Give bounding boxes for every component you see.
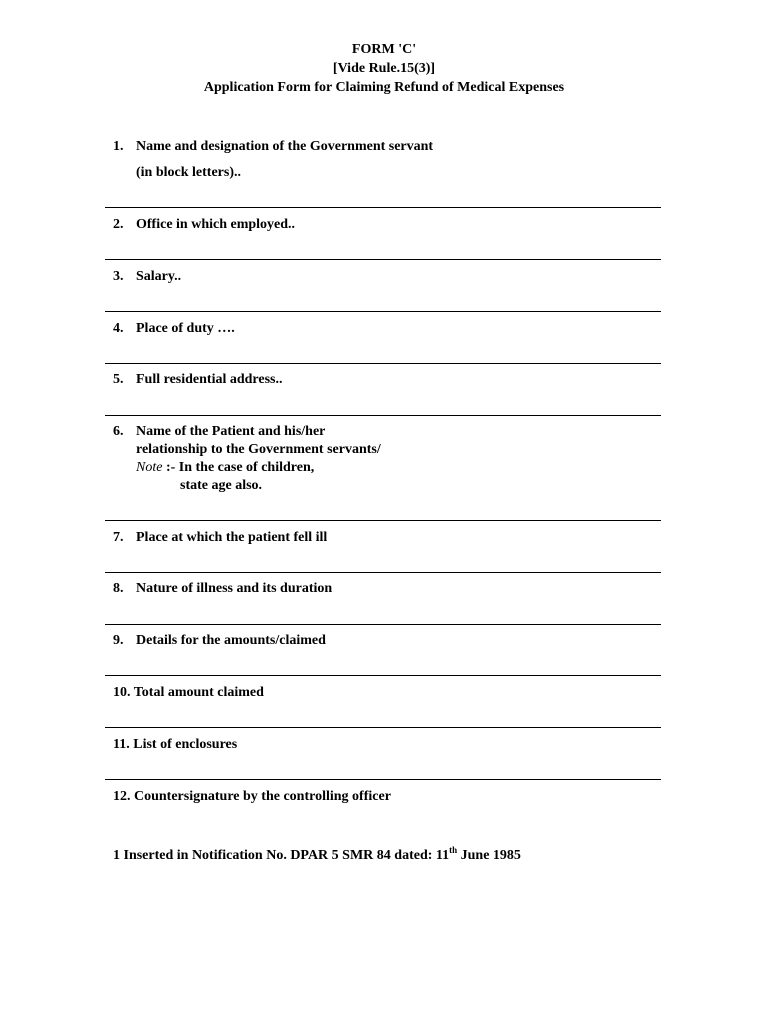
item-number: 7. (113, 530, 124, 545)
item-label: Office in which employed.. (136, 217, 296, 232)
answer-line-6 (105, 520, 661, 521)
item-number: 3. (113, 269, 124, 284)
item-label-line-2: relationship to the Government servants/ (136, 442, 381, 457)
item-number: 9. (113, 633, 124, 648)
answer-line-3 (105, 311, 661, 312)
item-number: 1. (113, 139, 124, 154)
item-number: 12. (113, 789, 131, 804)
item-label: Details for the amounts/claimed (136, 633, 326, 648)
item-label: List of enclosures (133, 737, 238, 752)
item-label: Salary.. (136, 269, 182, 284)
form-item-5 (113, 371, 283, 389)
answer-line-2 (105, 259, 661, 260)
form-item-3 (113, 268, 181, 286)
item-label: Full residential address.. (136, 372, 283, 387)
item-number: 2. (113, 217, 124, 232)
item-number: 6. (113, 424, 124, 439)
answer-line-5 (105, 415, 661, 416)
item-label: Total amount claimed (133, 685, 264, 700)
form-item-1 (113, 138, 433, 182)
answer-line-7 (105, 572, 661, 573)
item-number: 11. (113, 737, 130, 752)
form-header (0, 40, 768, 97)
form-subtitle: Application Form for Claiming Refund of Medical Expenses (203, 80, 565, 95)
form-item-12 (113, 788, 391, 806)
item-number: 5. (113, 372, 124, 387)
item-number: 4. (113, 321, 124, 336)
form-item-2 (113, 216, 295, 234)
footnote-text-after: June 1985 (457, 848, 521, 863)
item-label: Name and designation of the Government servant (136, 139, 434, 154)
note-text: :- In the case of children, (165, 460, 315, 475)
answer-line-9 (105, 675, 661, 676)
item-number: 10. (113, 685, 131, 700)
item-number: 8. (113, 581, 124, 596)
note-label: Note (136, 460, 163, 475)
answer-line-11 (105, 779, 661, 780)
answer-line-10 (105, 727, 661, 728)
answer-line-4 (105, 363, 661, 364)
answer-line-8 (105, 624, 661, 625)
form-item-6 (113, 423, 381, 495)
answer-line-1 (105, 207, 661, 208)
form-item-11 (113, 736, 237, 754)
item-label: Place of duty …. (136, 321, 235, 336)
form-item-4 (113, 320, 235, 338)
item-label: Countersignature by the controlling officer (134, 789, 391, 804)
rule-reference: [Vide Rule.15(3)] (332, 61, 436, 76)
form-item-8 (113, 580, 332, 598)
footnote (113, 847, 521, 865)
form-title: FORM 'C' (351, 42, 417, 57)
item-note-line (113, 459, 381, 477)
footnote-text: 1 Inserted in Notification No. DPAR 5 SMR 84 dated: 11 (113, 848, 450, 863)
item-label-line-4: state age also. (180, 478, 263, 493)
form-item-9 (113, 632, 326, 650)
form-item-7 (113, 529, 327, 547)
form-item-10 (113, 684, 264, 702)
item-label-continued: (in block letters).. (136, 165, 241, 180)
item-label: Nature of illness and its duration (136, 581, 333, 596)
item-label: Place at which the patient fell ill (136, 530, 328, 545)
footnote-superscript: th (449, 845, 458, 855)
item-label: Name of the Patient and his/her (136, 424, 326, 439)
